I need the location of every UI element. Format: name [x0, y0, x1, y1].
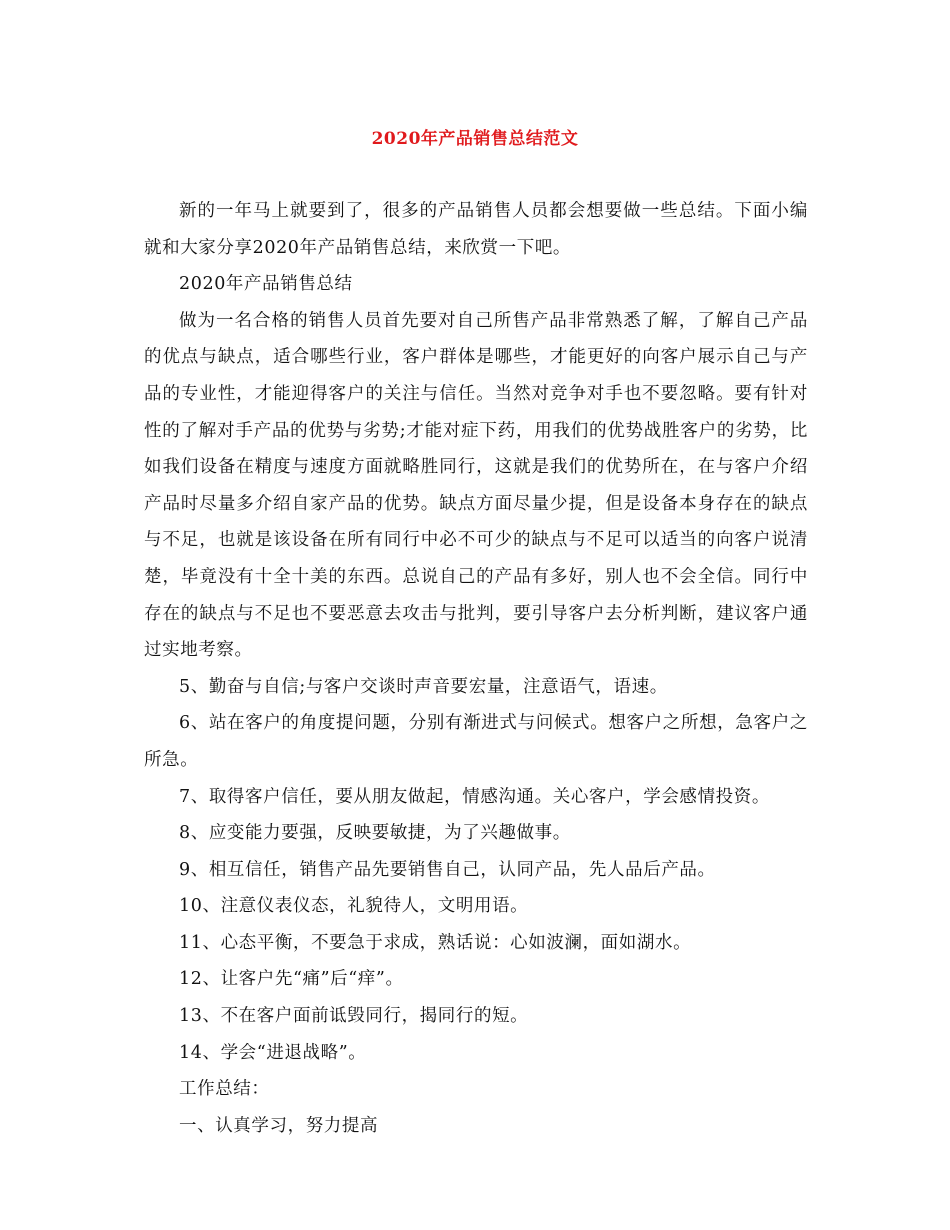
list-item-7: 7、取得客户信任，要从朋友做起，情感沟通。关心客户，学会感情投资。: [179, 786, 770, 807]
document-title: 2020年产品销售总结范文: [371, 129, 579, 149]
list-item-5: 5、勤奋与自信;与客户交谈时声音要宏量，注意语气，语速。: [179, 676, 668, 697]
list-item-12: 12、让客户先“痛”后“痒”。: [179, 969, 404, 990]
paragraph-subtitle: 2020年产品销售总结: [179, 274, 353, 295]
paragraph-main: 做为一名合格的销售人员首先要对自己所售产品非常熟悉了解，了解自己产品的优点与缺点，适合哪些行业，客户群体是哪些，才能更好的向客户展示自己与产品的专业性，才能迎得客户的关注与信任。当然对竞争对手也不要忽略。要有针对性的了解对手产品的优势与劣势;才能对症下药，用我们的优势战胜客户的劣势，比如我们设备在精度与速度方面就略胜同行，这就是我们的优势所在，在与客户介绍产品时尽量多介绍自家产品的优势。缺点方面尽量少提，但是设备本身存在的缺点与不足，也就是该设备在所有同行中必不可少的缺点与不足可以适当的向客户说清楚，毕竟没有十全十美的东西。总说自己的产品有多好，别人也不会全信。同行中存在的缺点与不足也不要恶意去攻击与批判，要引导客户去分析判断，建议客户通过实地考察。: [144, 310, 808, 661]
document-body: [144, 193, 808, 1144]
list-item-11: 11、心态平衡，不要急于求成，熟话说：心如波澜，面如湖水。: [179, 932, 692, 953]
list-item-14: 14、学会“进退战略”。: [179, 1042, 367, 1063]
list-item-8: 8、应变能力要强，反映要敏捷，为了兴趣做事。: [179, 823, 571, 844]
list-item-13: 13、不在客户面前诋毁同行，揭同行的短。: [179, 1006, 529, 1027]
list-item-6: 6、站在客户的角度提问题，分别有渐进式与问候式。想客户之所想，急客户之所急。: [144, 713, 808, 770]
paragraph-intro: 新的一年马上就要到了，很多的产品销售人员都会想要做一些总结。下面小编就和大家分享2020年产品销售总结，来欣赏一下吧。: [144, 201, 808, 258]
list-item-10: 10、注意仪表仪态，礼貌待人，文明用语。: [179, 896, 529, 917]
section-heading-study: 一、认真学习，努力提高: [179, 1115, 379, 1136]
list-item-9: 9、相互信任，销售产品先要销售自己，认同产品，先人品后产品。: [179, 859, 716, 880]
section-heading-work-summary: 工作总结：: [179, 1079, 270, 1100]
